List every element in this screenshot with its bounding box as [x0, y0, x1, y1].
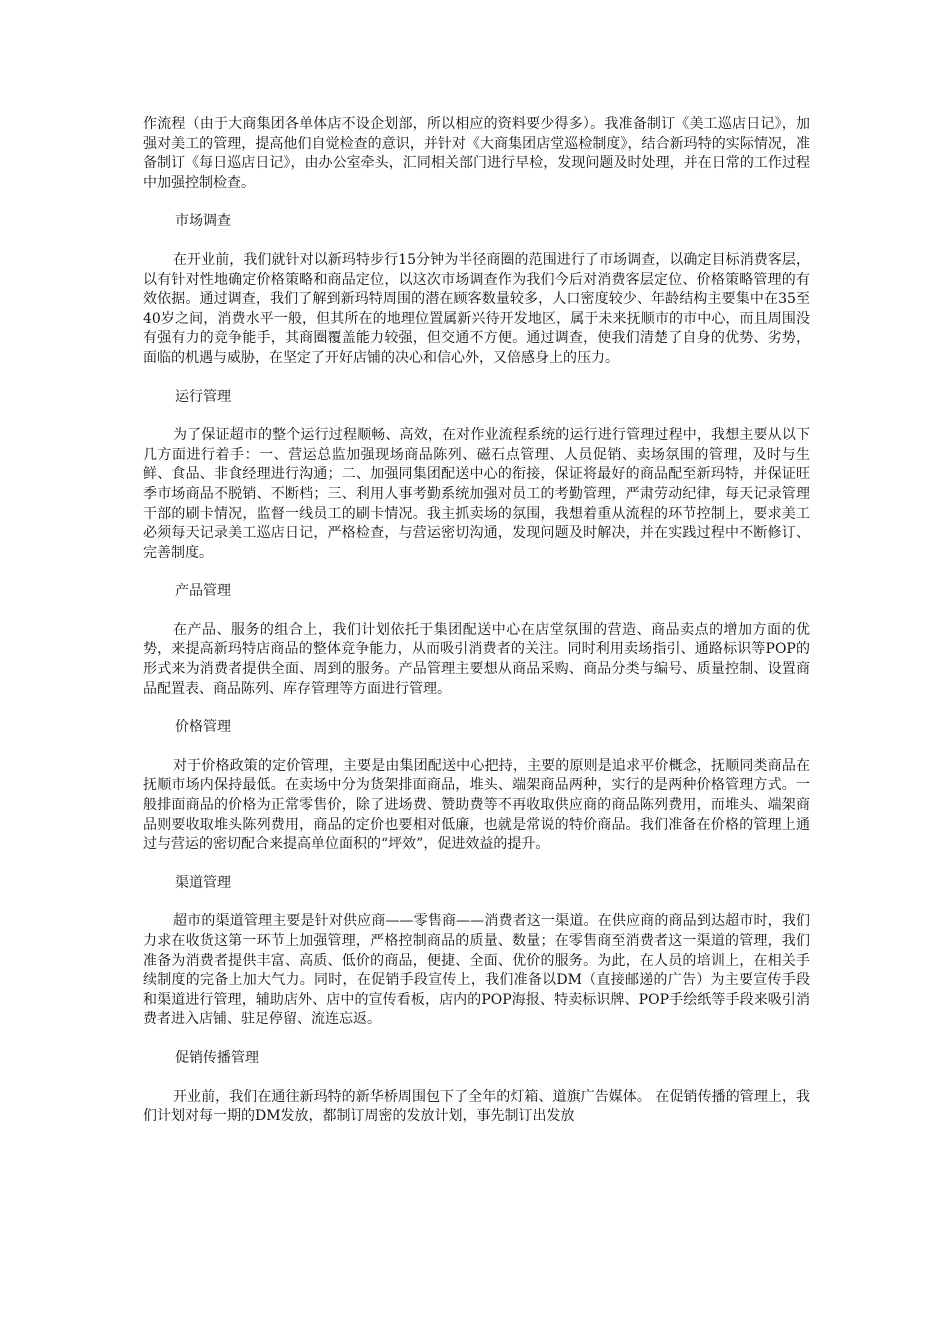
heading-price-management: 价格管理 — [175, 719, 231, 736]
paragraph-market-research: 在开业前，我们就针对以新玛特步行15分钟为半径商圈的范围进行了市场调查，以确定目标消费客层，以有针对性地确定价格策略和商品定位，以这次市场调查作为我们今后对消费客层定位、价格策略管理的有效依据。通过调查，我们了解到新玛特周围的潜在顾客数量较多，人口密度较少、年龄结构主要集中在35至40岁之间，消费水平一般，但其所在的地理位置属新兴待开发地区，属于未来抚顺市的市中心，而且周围没有强有力的竞争能手，其商圈覆盖能力较强，但交通不方便。通过调查，使我们清楚了自身的优势、劣势，面临的机遇与威胁，在坚定了开好店铺的决心和信心外，又倍感身上的压力。 — [143, 251, 810, 366]
paragraph-price-management: 对于价格政策的定价管理，主要是由集团配送中心把持，主要的原则是追求平价概念，抚顺同类商品在抚顺市场内保持最低。在卖场中分为货架排面商品，堆头、端架商品两种，实行的是两种价格管理方式。一般排面商品的价格为正常零售价，除了进场费、赞助费等不再收取供应商的商品陈列费用，而堆头、端架商品则要收取堆头陈列费用，商品的定价也要相对低廉，也就是常说的特价商品。我们准备在价格的管理上通过与营运的密切配合来提高单位面积的“坪效”，促进效益的提升。 — [143, 757, 810, 853]
document-page — [143, 115, 810, 1127]
heading-market-research: 市场调查 — [175, 213, 231, 230]
heading-product-management: 产品管理 — [175, 583, 231, 600]
paragraph-workflow-continuation: 作流程（由于大商集团各单体店不设企划部，所以相应的资料要少得多）。我准备制订《美工巡店日记》，加强对美工的管理，提高他们自觉检查的意识，并针对《大商集团店堂巡检制度》，结合新玛特的实际情况，准备制订《每日巡店日记》，由办公室牵头，汇同相关部门进行早检，发现问题及时处理，并在日常的工作过程中加强控制检查。 — [143, 116, 810, 191]
heading-channel-management: 渠道管理 — [175, 874, 231, 891]
heading-operations-management: 运行管理 — [175, 388, 231, 405]
paragraph-promotion-management: 开业前，我们在通往新玛特的新华桥周围包下了全年的灯箱、道旗广告媒体。 在促销传播的管理上，我们计划对每一期的DM发放，都制订周密的发放计划，事先制订出发放 — [143, 1088, 810, 1125]
paragraph-channel-management: 超市的渠道管理主要是针对供应商——零售商——消费者这一渠道。在供应商的商品到达超市时，我们力求在收货这第一环节上加强管理，严格控制商品的质量、数量；在零售商至消费者这一渠道的管理，我们准备为消费者提供丰富、高质、低价的商品，便捷、全面、优价的服务。为此，在人员的培训上，在相关手续制度的完备上加大气力。同时，在促销手段宣传上，我们准备以DM（直接邮递的广告）为主要宣传手段和渠道进行管理，辅助店外、店中的宣传看板，店内的POP海报、特卖标识牌、POP手绘纸等手段来吸引消费者进入店铺、驻足停留、流连忘返。 — [143, 913, 810, 1028]
paragraph-product-management: 在产品、服务的组合上，我们计划依托于集团配送中心在店堂氛围的营造、商品卖点的增加方面的优势，来提高新玛特店商品的整体竞争能力，从而吸引消费者的关注。同时利用卖场指引、通路标识等POP的形式来为消费者提供全面、周到的服务。产品管理主要想从商品采购、商品分类与编号、质量控制、设置商品配置表、商品陈列、库存管理等方面进行管理。 — [143, 621, 810, 697]
heading-promotion-management: 促销传播管理 — [175, 1049, 259, 1066]
paragraph-operations-management: 为了保证超市的整个运行过程顺畅、高效，在对作业流程系统的运行进行管理过程中，我想主要从以下几方面进行着手：一、营运总监加强现场商品陈列、磁石点管理、人员促销、卖场氛围的管理，及时与生鲜、食品、非食经理进行沟通；二、加强同集团配送中心的衔接，保证将最好的商品配至新玛特，并保证旺季市场商品不脱销、不断档；三、利用人事考勤系统加强对员工的考勤管理，严肃劳动纪律，每天记录管理干部的刷卡情况，监督一线员工的刷卡情况。我主抓卖场的氛围，我想着重从流程的环节控制上，要求美工必须每天记录美工巡店日记，严格检查，与营运密切沟通，发现问题及时解决，并在实践过程中不断修订、完善制度。 — [143, 427, 810, 561]
